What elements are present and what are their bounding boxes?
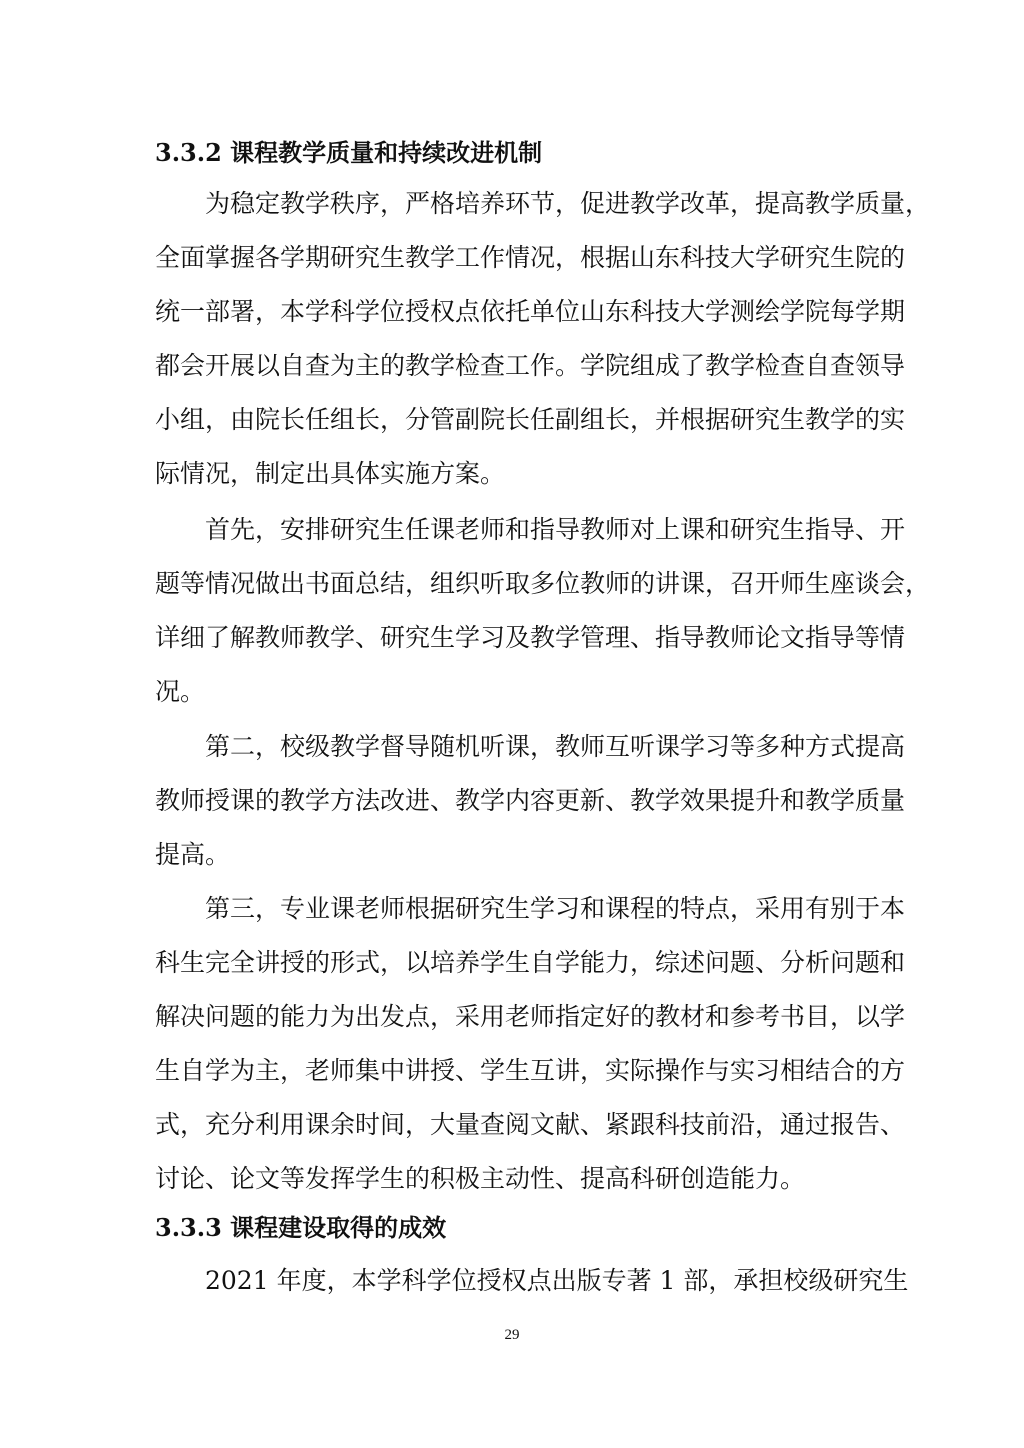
paragraph-line: 提高。 — [155, 840, 231, 869]
paragraph-line: 2021 年度，本学科学位授权点出版专著 1 部，承担校级研究生 — [205, 1266, 909, 1295]
paragraph-line: 式，充分利用课余时间，大量查阅文献、紧跟科技前沿，通过报告、 — [155, 1110, 906, 1139]
paragraph-line: 题等情况做出书面总结，组织听取多位教师的讲课，召开师生座谈会， — [155, 569, 931, 598]
paragraph-line: 教师授课的教学方法改进、教学内容更新、教学效果提升和教学质量 — [155, 786, 906, 815]
paragraph-line: 科生完全讲授的形式，以培养学生自学能力，综述问题、分析问题和 — [155, 948, 906, 977]
paragraph-line: 第二，校级教学督导随机听课，教师互听课学习等多种方式提高 — [205, 732, 906, 761]
paragraph-line: 小组，由院长任组长，分管副院长任副组长，并根据研究生教学的实 — [155, 405, 906, 434]
paragraph-line: 详细了解教师教学、研究生学习及教学管理、指导教师论文指导等情 — [155, 623, 906, 652]
paragraph-line: 生自学为主，老师集中讲授、学生互讲，实际操作与实习相结合的方 — [155, 1056, 906, 1085]
paragraph-line: 际情况，制定出具体实施方案。 — [155, 459, 506, 488]
paragraph-line: 况。 — [155, 677, 206, 706]
page-number: 29 — [504, 1327, 520, 1343]
paragraph-line: 解决问题的能力为出发点，采用老师指定好的教材和参考书目，以学 — [155, 1002, 906, 1031]
paragraph-line: 全面掌握各学期研究生教学工作情况，根据山东科技大学研究生院的 — [155, 243, 906, 272]
section-heading-3-3-3: 3.3.3 课程建设取得的成效 — [155, 1213, 447, 1242]
paragraph-line: 第三，专业课老师根据研究生学习和课程的特点，采用有别于本 — [205, 894, 906, 923]
section-heading-3-3-2: 3.3.2 课程教学质量和持续改进机制 — [155, 138, 543, 167]
paragraph-line: 为稳定教学秩序，严格培养环节，促进教学改革，提高教学质量， — [205, 189, 931, 218]
paragraph-line: 讨论、论文等发挥学生的积极主动性、提高科研创造能力。 — [155, 1164, 806, 1193]
paragraph-line: 首先，安排研究生任课老师和指导教师对上课和研究生指导、开 — [205, 515, 906, 544]
paragraph-line: 都会开展以自查为主的教学检查工作。学院组成了教学检查自查领导 — [155, 351, 906, 380]
paragraph-line: 统一部署，本学科学位授权点依托单位山东科技大学测绘学院每学期 — [155, 297, 906, 326]
